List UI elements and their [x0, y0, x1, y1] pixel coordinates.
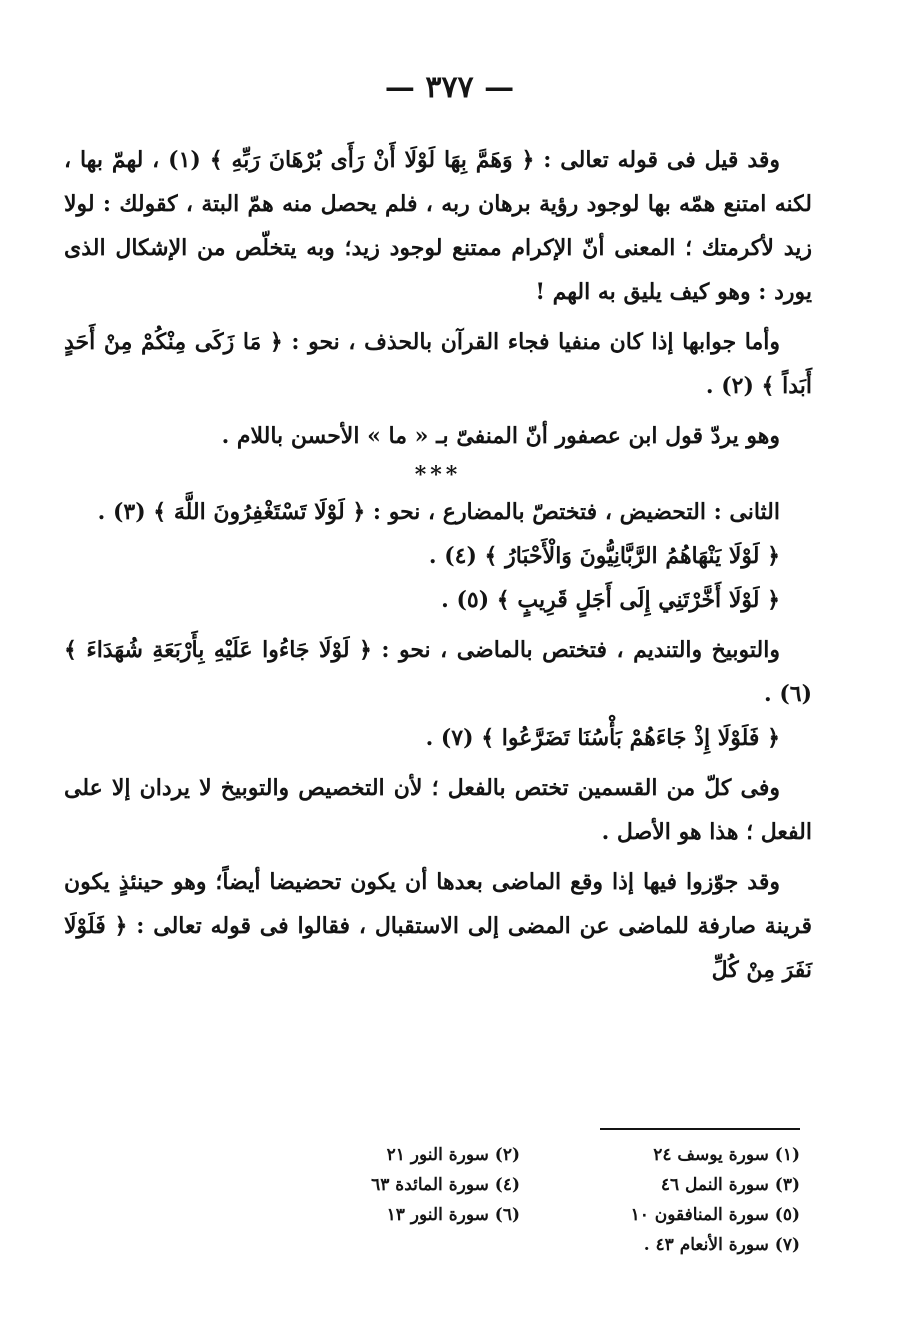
footnote-6: (٦) سورة النور ١٣: [386, 1205, 520, 1225]
quote-line-2: ﴿ لَوْلَا أَخَّرْتَنِي إِلَى أَجَلٍ قَرِيبٍ ﴾ (٥) .: [441, 587, 780, 613]
section2-paragraph-1: الثانى : التحضيض ، فتختصّ بالمضارع ، نحو : ﴿ لَوْلَا تَسْتَغْفِرُونَ اللَّهَ ﴾ (٣) .: [97, 499, 780, 525]
main-text: [64, 138, 812, 992]
section2-paragraph-4: وقد جوّزوا فيها إذا وقع الماضى بعدها أن يكون تحضيضا أيضاً؛ وهو حينئذٍ يكون قرينة صارفة للماضى عن المضى إلى الاستقبال ، فقالوا فى قوله تعالى : ﴿ فَلَوْلَا نَفَرَ مِنْ كُلِّ: [64, 869, 812, 983]
paragraph-1: وقد قيل فى قوله تعالى : ﴿ وَهَمَّ بِهَا لَوْلَا أَنْ رَأَى بُرْهَانَ رَبِّهِ ﴾ (١) ، لهمّ بها ، لكنه امتنع همّه بها لوجود رؤية برهان ربه ، فلم يحصل منه همّ البتة ، كقولك : لولا زيد لأكرمتك ؛ المعنى أنّ الإكرام ممتنع لوجود زيد؛ وبه يتخلّص من الإشكال الذى يورد : وهو كيف يليق به الهم !: [64, 147, 812, 305]
section-separator: ***: [414, 462, 462, 488]
footnote-7: (٧) سورة الأنعام ٤٣ .: [643, 1235, 800, 1255]
footnote-3: (٣) سورة النمل ٤٦: [660, 1175, 800, 1195]
quote-line-1: ﴿ لَوْلَا يَنْهَاهُمُ الرَّبَّانِيُّونَ وَالْأَحْبَارُ ﴾ (٤) .: [428, 543, 780, 569]
footnote-2: (٢) سورة النور ٢١: [386, 1145, 520, 1165]
paragraph-3: وهو يردّ قول ابن عصفور أنّ المنفىّ بـ « ما » الأحسن باللام .: [221, 423, 780, 449]
section2-paragraph-2: والتوبيخ والتنديم ، فتختص بالماضى ، نحو : ﴿ لَوْلَا جَاءُوا عَلَيْهِ بِأَرْبَعَةِ شُهَدَاءَ ﴾ (٦) .: [64, 637, 812, 707]
page-number: — ٣٧٧ —: [384, 70, 515, 105]
quote-line-3: ﴿ فَلَوْلَا إِذْ جَاءَهُمْ بَأْسُنَا تَضَرَّعُوا ﴾ (٧) .: [425, 725, 780, 751]
footnotes: [260, 1142, 800, 1258]
paragraph-2: وأما جوابها إذا كان منفيا فجاء القرآن بالحذف ، نحو : ﴿ مَا زَكَى مِنْكُمْ مِنْ أَحَدٍ أَبَداً ﴾ (٢) .: [64, 329, 812, 399]
section2-paragraph-3: وفى كلّ من القسمين تختص بالفعل ؛ لأن التخصيص والتوبيخ لا يردان إلا على الفعل ؛ هذا هو الأصل .: [64, 775, 812, 845]
footnote-divider: [600, 1128, 800, 1130]
footnote-4: (٤) سورة المائدة ٦٣: [371, 1175, 520, 1195]
footnote-1: (١) سورة يوسف ٢٤: [653, 1145, 800, 1165]
footnote-5: (٥) سورة المنافقون ١٠: [630, 1205, 800, 1225]
